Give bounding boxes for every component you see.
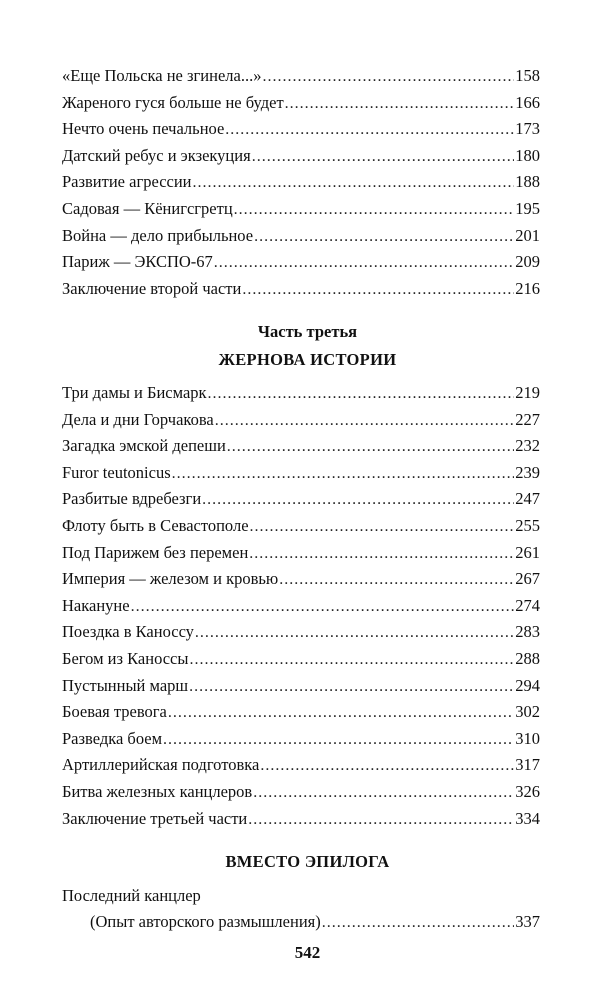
toc-entry bbox=[62, 486, 540, 513]
dot-leader bbox=[215, 408, 515, 435]
toc-entry-title: Битва железных канцлеров bbox=[62, 781, 253, 801]
toc-entry-title: Нечто очень печальное bbox=[62, 119, 225, 139]
toc-entry-page: 317 bbox=[515, 755, 540, 775]
toc-entry bbox=[62, 726, 540, 753]
toc-entry-page: 219 bbox=[515, 383, 540, 402]
toc-entry-page: 310 bbox=[515, 728, 540, 748]
toc-entry-title: Бегом из Каноссы bbox=[62, 648, 189, 668]
toc-entry-title: Развитие агрессии bbox=[62, 172, 192, 192]
part-title: ЖЕРНОВА ИСТОРИИ bbox=[218, 350, 397, 369]
toc-entry-page: 232 bbox=[515, 436, 540, 456]
toc-entry-title: Furor teutonicus bbox=[62, 462, 171, 482]
toc-entry-title: Флоту быть в Севастополе bbox=[62, 515, 249, 535]
toc-entry-title: Боевая тревога bbox=[62, 702, 167, 722]
toc-entry bbox=[62, 593, 540, 620]
dot-leader bbox=[189, 674, 514, 701]
toc-entry-page: 267 bbox=[515, 569, 540, 589]
toc-entry bbox=[62, 63, 540, 90]
dot-leader bbox=[195, 620, 514, 647]
toc-entry-title: Садовая — Кёнигсгретц bbox=[62, 198, 233, 218]
toc-entry bbox=[90, 909, 540, 936]
toc-entry bbox=[62, 249, 540, 276]
dot-leader bbox=[279, 567, 514, 594]
toc-entry-page: 247 bbox=[515, 489, 540, 509]
dot-leader bbox=[172, 461, 515, 488]
part-label: Часть третья bbox=[257, 322, 358, 341]
dot-leader bbox=[193, 170, 515, 197]
toc-entry bbox=[62, 169, 540, 196]
dot-leader bbox=[131, 594, 515, 621]
toc-entry-page: 288 bbox=[515, 648, 540, 668]
toc-part2-list bbox=[62, 63, 540, 302]
dot-leader bbox=[262, 64, 514, 91]
toc-entry-page: 302 bbox=[515, 702, 540, 722]
toc-entry-title: (Опыт авторского размышления) bbox=[90, 912, 321, 931]
dot-leader bbox=[168, 700, 514, 727]
toc-entry bbox=[62, 779, 540, 806]
toc-entry-page: 209 bbox=[515, 252, 540, 272]
toc-entry-page: 239 bbox=[515, 462, 540, 482]
toc-entry-page: 326 bbox=[515, 781, 540, 801]
toc-entry-title: Накануне bbox=[62, 595, 130, 615]
dot-leader bbox=[253, 780, 514, 807]
toc-entry-page: 255 bbox=[515, 515, 540, 535]
toc-entry bbox=[62, 566, 540, 593]
toc-entry-title: Разведка боем bbox=[62, 728, 163, 748]
toc-entry-page: 337 bbox=[515, 912, 540, 931]
toc-entry bbox=[62, 752, 540, 779]
dot-leader bbox=[189, 647, 514, 674]
toc-entry-page: 294 bbox=[515, 675, 540, 695]
toc-entry-page: 173 bbox=[515, 119, 540, 139]
dot-leader bbox=[234, 197, 515, 224]
toc-entry bbox=[62, 460, 540, 487]
toc-entry-title: «Еще Польска не згинела...» bbox=[62, 66, 262, 85]
toc-entry-title: Война — дело прибыльное bbox=[62, 225, 254, 245]
toc-entry bbox=[62, 223, 540, 250]
toc-entry-page: 261 bbox=[515, 542, 540, 562]
toc-entry-title: Заключение второй части bbox=[62, 278, 242, 298]
dot-leader bbox=[260, 753, 514, 780]
toc-entry bbox=[62, 646, 540, 673]
dot-leader bbox=[242, 277, 514, 304]
dot-leader bbox=[227, 434, 514, 461]
toc-entry bbox=[62, 806, 540, 833]
dot-leader bbox=[214, 250, 514, 277]
toc-entry bbox=[62, 433, 540, 460]
toc-entry-title: Пустынный марш bbox=[62, 675, 189, 695]
toc-entry-page: 201 bbox=[515, 225, 540, 245]
toc-entry-title: Под Парижем без перемен bbox=[62, 542, 249, 562]
toc-entry bbox=[62, 513, 540, 540]
toc-entry-title: Заключение третьей части bbox=[62, 808, 248, 828]
toc-entry-page: 180 bbox=[515, 145, 540, 165]
dot-leader bbox=[252, 144, 515, 171]
toc-entry-title: Поездка в Каноссу bbox=[62, 622, 194, 642]
toc-entry bbox=[62, 196, 540, 223]
toc-entry bbox=[62, 673, 540, 700]
toc-entry-title: Империя — железом и кровью bbox=[62, 569, 279, 589]
toc-entry-page: 166 bbox=[515, 92, 540, 112]
toc-entry-page: 283 bbox=[515, 622, 540, 642]
dot-leader bbox=[202, 487, 514, 514]
toc-entry-page: 188 bbox=[515, 172, 540, 192]
toc-entry-page: 216 bbox=[515, 278, 540, 298]
dot-leader bbox=[163, 727, 514, 754]
dot-leader bbox=[285, 91, 515, 118]
page-number: 542 bbox=[294, 943, 321, 962]
toc-entry bbox=[62, 90, 540, 117]
toc-entry-title: Дела и дни Горчакова bbox=[62, 409, 214, 429]
toc-entry-title: Датский ребус и экзекуция bbox=[62, 145, 251, 165]
dot-leader bbox=[225, 117, 514, 144]
toc-entry-title: Три дамы и Бисмарк bbox=[62, 383, 207, 402]
toc-entry-title: Загадка эмской депеши bbox=[62, 436, 226, 456]
toc-entry bbox=[62, 380, 540, 407]
toc-entry bbox=[62, 143, 540, 170]
toc-entry-title: Париж — ЭКСПО-67 bbox=[62, 252, 213, 272]
dot-leader bbox=[322, 910, 515, 937]
toc-entry-title: Артиллерийская подготовка bbox=[62, 755, 260, 775]
epilogue-entry-title: Последний канцлер bbox=[62, 886, 201, 905]
toc-entry-title: Разбитые вдребезги bbox=[62, 489, 202, 509]
toc-entry bbox=[62, 699, 540, 726]
toc-entry bbox=[62, 276, 540, 303]
toc-entry-page: 334 bbox=[515, 808, 540, 828]
toc-entry-page: 274 bbox=[515, 595, 540, 615]
toc-entry bbox=[62, 407, 540, 434]
toc-entry bbox=[62, 619, 540, 646]
dot-leader bbox=[250, 514, 515, 541]
toc-entry-page: 158 bbox=[515, 66, 540, 85]
dot-leader bbox=[249, 541, 514, 568]
dot-leader bbox=[248, 807, 514, 834]
toc-entry bbox=[62, 540, 540, 567]
toc-entry-page: 227 bbox=[515, 409, 540, 429]
toc-entry-title: Жареного гуся больше не будет bbox=[62, 92, 284, 112]
toc-entry-page: 195 bbox=[515, 198, 540, 218]
toc-part3-list bbox=[62, 380, 540, 832]
dot-leader bbox=[254, 224, 514, 251]
epilogue-title: ВМЕСТО ЭПИЛОГА bbox=[225, 852, 390, 871]
toc-entry bbox=[62, 116, 540, 143]
dot-leader bbox=[208, 381, 515, 408]
epilogue-entry bbox=[90, 909, 540, 936]
